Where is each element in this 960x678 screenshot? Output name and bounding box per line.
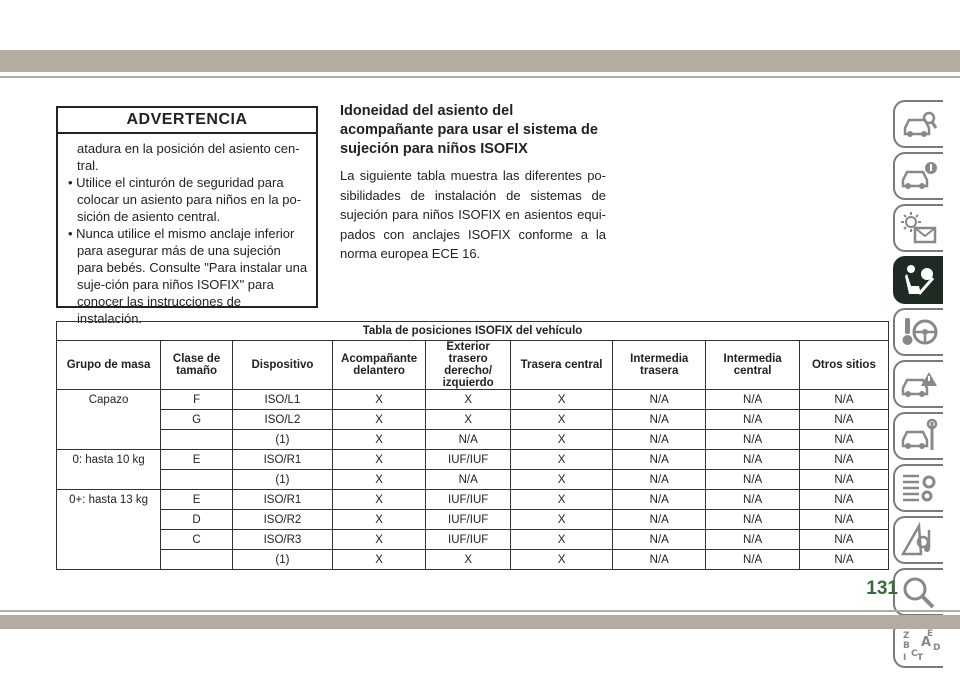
column-header: Acompañante delantero [332, 341, 425, 390]
table-cell [161, 430, 233, 450]
mass-group-cell: Capazo [57, 390, 161, 450]
bottom-rule [0, 610, 960, 612]
table-cell: (1) [233, 470, 333, 490]
alphabet-letter: C [911, 649, 918, 659]
table-cell: N/A [706, 550, 799, 570]
table-cell: N/A [799, 450, 888, 470]
table-cell [161, 550, 233, 570]
alphabet-letter: A [921, 635, 932, 650]
table-cell: X [332, 410, 425, 430]
warning-bullet: • Utilice el cinturón de seguridad para colocar un asiento para niños en la po-sición de asiento central. [68, 175, 302, 224]
table-cell: ISO/L1 [233, 390, 333, 410]
table-cell: X [332, 510, 425, 530]
side-tab[interactable] [893, 516, 943, 564]
table-cell: F [161, 390, 233, 410]
table-cell: ISO/R1 [233, 490, 333, 510]
table-cell: D [161, 510, 233, 530]
table-row [57, 510, 889, 530]
table-cell: X [511, 470, 613, 490]
column-header: Otros sitios [799, 341, 888, 390]
table-cell: IUF/IUF [426, 510, 511, 530]
section-title: Idoneidad del asiento del acompañante para usar el sistema de sujeción para niños ISOFIX [340, 103, 598, 157]
table-cell: N/A [706, 510, 799, 530]
table-cell: X [332, 530, 425, 550]
table-cell: X [332, 550, 425, 570]
airbag-seat-icon [899, 262, 939, 298]
table-cell: N/A [799, 490, 888, 510]
table-title: Tabla de posiciones ISOFIX del vehículo [57, 322, 889, 341]
table-cell: X [511, 410, 613, 430]
side-tab[interactable] [893, 464, 943, 512]
table-cell: X [426, 390, 511, 410]
table-row [57, 470, 889, 490]
car-search-icon [899, 106, 939, 142]
alphabet-letter: T [917, 653, 924, 663]
table-cell: N/A [613, 410, 706, 430]
side-tab-active[interactable] [893, 256, 943, 304]
page-number: 131 [866, 578, 898, 599]
key-steering-icon [899, 314, 939, 350]
warning-light-icon [899, 210, 939, 246]
alphabet-letter: E [927, 629, 934, 639]
table-cell: (1) [233, 550, 333, 570]
column-header: Trasera central [511, 341, 613, 390]
table-row [57, 530, 889, 550]
table-cell: N/A [613, 450, 706, 470]
table-cell: N/A [799, 470, 888, 490]
top-band [0, 50, 960, 72]
table-cell: IUF/IUF [426, 450, 511, 470]
table-row [57, 450, 889, 470]
table-cell: N/A [706, 530, 799, 550]
table-cell: N/A [613, 430, 706, 450]
column-header: Clase de tamaño [161, 341, 233, 390]
table-cell: ISO/R3 [233, 530, 333, 550]
table-cell: X [332, 390, 425, 410]
table-cell: N/A [426, 430, 511, 450]
table-cell: N/A [613, 530, 706, 550]
table-cell: ISO/L2 [233, 410, 333, 430]
table-cell: N/A [799, 430, 888, 450]
mass-group-cell: 0+: hasta 13 kg [57, 490, 161, 570]
table-cell: X [426, 410, 511, 430]
side-tab[interactable] [893, 204, 943, 252]
section-body: La siguiente tabla muestra las diferentes po-sibilidades de instalación de sistemas de sujeción para niños ISOFIX en asientos equi-pados con anclajes ISOFIX conforme a la norma europea ECE 16. [340, 168, 606, 261]
table-cell: N/A [613, 490, 706, 510]
alphabet-index-icon [899, 626, 939, 662]
table-cell: N/A [613, 470, 706, 490]
table-cell: ISO/R1 [233, 450, 333, 470]
table-cell: X [511, 530, 613, 550]
column-header: Dispositivo [233, 341, 333, 390]
table-cell: N/A [613, 510, 706, 530]
table-cell: N/A [799, 390, 888, 410]
warning-bullet: • Nunca utilice el mismo anclaje inferior para asegurar más de una sujeción para bebés. Consulte "Para instalar una suje-ción para niños ISOFIX" para conocer las instrucciones de instalación. [68, 226, 308, 326]
table-cell: N/A [706, 470, 799, 490]
car-wrench-icon [899, 418, 939, 454]
side-tab[interactable] [893, 100, 943, 148]
table-row [57, 430, 889, 450]
magnifier-icon [899, 574, 939, 610]
table-cell: N/A [706, 450, 799, 470]
list-gear-icon [899, 470, 939, 506]
table-cell: N/A [613, 550, 706, 570]
table-cell: (1) [233, 430, 333, 450]
top-rule [0, 76, 960, 78]
alphabet-letter: Z [903, 631, 910, 641]
table-cell: ISO/R2 [233, 510, 333, 530]
table-cell: X [511, 510, 613, 530]
table-cell: N/A [706, 410, 799, 430]
table-cell: X [511, 550, 613, 570]
table-cell: N/A [799, 510, 888, 530]
table-cell [161, 470, 233, 490]
side-tab[interactable] [893, 308, 943, 356]
warning-box [56, 106, 318, 326]
column-header: Intermedia central [706, 341, 799, 390]
table-cell: X [332, 470, 425, 490]
mass-group-cell: 0: hasta 10 kg [57, 450, 161, 490]
side-tab[interactable] [893, 152, 943, 200]
table-cell: X [511, 390, 613, 410]
table-cell: N/A [799, 530, 888, 550]
table-cell: IUF/IUF [426, 490, 511, 510]
table-body [57, 390, 889, 570]
table-cell: IUF/IUF [426, 530, 511, 550]
table-cell: E [161, 490, 233, 510]
table-header-row [57, 341, 889, 390]
navigation-music-icon [899, 522, 939, 558]
warning-paragraph: atadura en la posición del asiento cen-tral. [77, 141, 300, 173]
table-cell: N/A [706, 490, 799, 510]
table-cell: X [511, 450, 613, 470]
table-cell: N/A [799, 410, 888, 430]
side-tab[interactable] [893, 360, 943, 408]
alphabet-letter: I [903, 653, 907, 663]
isofix-table [56, 321, 889, 570]
car-info-icon [899, 158, 939, 194]
warning-body [58, 134, 316, 327]
column-header: Intermedia trasera [613, 341, 706, 390]
table-cell: E [161, 450, 233, 470]
column-header: Grupo de masa [57, 341, 161, 390]
table-cell: N/A [426, 470, 511, 490]
warning-title: ADVERTENCIA [58, 108, 316, 134]
table-cell: X [511, 430, 613, 450]
table-cell: C [161, 530, 233, 550]
table-row [57, 410, 889, 430]
column-header: Exterior trasero derecho/ izquierdo [426, 341, 511, 390]
bottom-band [0, 615, 960, 629]
table-row [57, 550, 889, 570]
car-hazard-icon [899, 366, 939, 402]
side-tab[interactable] [893, 568, 943, 616]
table-row [57, 490, 889, 510]
table-cell: X [332, 430, 425, 450]
alphabet-letter: B [903, 641, 910, 651]
side-tab[interactable] [893, 412, 943, 460]
table-cell: N/A [799, 550, 888, 570]
table-cell: X [332, 450, 425, 470]
table-row [57, 390, 889, 410]
table-cell: X [426, 550, 511, 570]
table-cell: G [161, 410, 233, 430]
table-cell: N/A [706, 430, 799, 450]
table-cell: X [511, 490, 613, 510]
table-cell: X [332, 490, 425, 510]
table-cell: N/A [613, 390, 706, 410]
table-cell: N/A [706, 390, 799, 410]
alphabet-letter: D [933, 643, 941, 653]
